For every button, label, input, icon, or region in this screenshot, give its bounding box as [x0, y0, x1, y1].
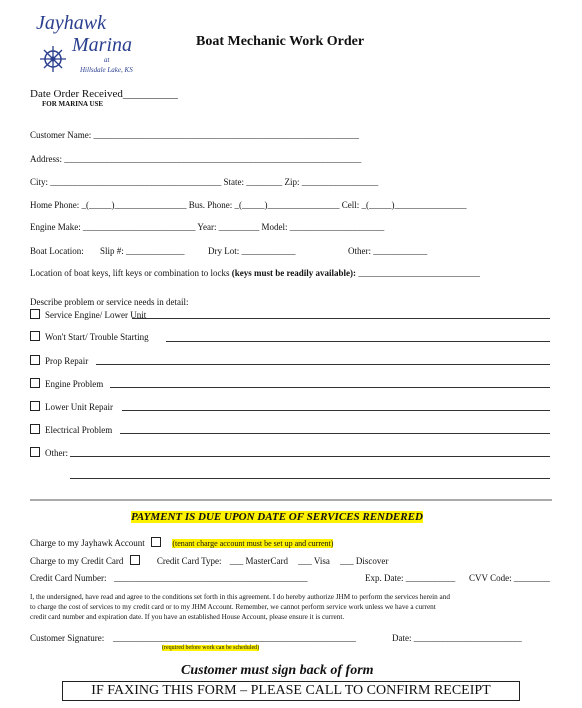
problem-item[interactable]: Lower Unit Repair: [30, 401, 113, 412]
problem-line[interactable]: [110, 387, 550, 388]
signature-note-text: (required before work can be scheduled): [162, 645, 260, 651]
problem-line[interactable]: [132, 318, 550, 319]
city-state-zip-field[interactable]: City: ______________________________________ State: ________ Zip: _________________: [30, 177, 379, 187]
agreement-line: to charge the cost of services to my credit card or to my JHM Account. Remember, we cannot perform service work unless we have a current: [30, 603, 436, 611]
payment-banner: [131, 511, 423, 523]
checkbox[interactable]: [30, 378, 40, 388]
checkbox[interactable]: [30, 424, 40, 434]
other-location-field[interactable]: Other: ____________: [348, 246, 428, 256]
charge-card-row: [30, 555, 388, 566]
checkbox[interactable]: [30, 447, 40, 457]
tenant-account-note: (tenant charge account must be set up and current): [172, 539, 334, 548]
logo-location: Hillsdale Lake, KS: [80, 66, 133, 74]
customer-name-field[interactable]: Customer Name: ___________________________________________________________: [30, 130, 359, 140]
ship-wheel-icon: [38, 44, 68, 74]
exp-date-field[interactable]: Exp. Date: ___________: [365, 573, 456, 583]
agreement-line: I, the undersigned, have read and agree to the conditions set forth in this agreement. I do hereby authorize JHM to perform the services herein and: [30, 593, 450, 601]
visa-option[interactable]: ___ Visa: [298, 556, 330, 566]
problem-line[interactable]: [70, 456, 550, 457]
slip-field[interactable]: Slip #: _____________: [100, 246, 185, 256]
mastercard-option[interactable]: ___ MasterCard: [229, 556, 289, 566]
cc-number-field[interactable]: ___________________________________________: [114, 573, 308, 583]
checkbox[interactable]: [30, 355, 40, 365]
logo-marina: Marina: [72, 34, 132, 56]
form-title: Boat Mechanic Work Order: [196, 34, 365, 49]
discover-option[interactable]: ___ Discover: [340, 556, 389, 566]
problem-item[interactable]: Won't Start/ Trouble Starting: [30, 331, 149, 342]
problem-item[interactable]: Engine Problem: [30, 378, 103, 389]
payment-banner-text: PAYMENT IS DUE UPON DATE OF SERVICES RENDERED: [131, 511, 423, 523]
problem-item[interactable]: Service Engine/ Lower Unit: [30, 309, 146, 320]
boat-location-label: Boat Location:: [30, 246, 84, 256]
checkbox[interactable]: [30, 331, 40, 341]
keys-blank[interactable]: ___________________________: [356, 268, 480, 278]
signature-note: [162, 645, 259, 651]
sign-back-notice: Customer must sign back of form: [181, 663, 374, 678]
problem-item[interactable]: Electrical Problem: [30, 424, 112, 435]
logo-at: at: [104, 56, 110, 64]
problem-line[interactable]: [122, 410, 550, 411]
problem-line[interactable]: [166, 341, 550, 342]
charge-jayhawk-label: Charge to my Jayhawk Account: [30, 538, 145, 548]
checkbox[interactable]: [30, 401, 40, 411]
keys-location-field[interactable]: [30, 268, 480, 278]
charge-card-checkbox[interactable]: [130, 555, 140, 565]
cc-number-label: Credit Card Number:: [30, 573, 107, 583]
card-type-label: Credit Card Type:: [156, 556, 222, 566]
signature-date-field[interactable]: Date: ________________________: [392, 633, 522, 643]
keys-bold-note: (keys must be readily available):: [231, 268, 357, 278]
marina-use-note: FOR MARINA USE: [42, 100, 104, 108]
agreement-line: credit card number and expiration date. If you have an established House Account, please ensure it is current.: [30, 613, 345, 621]
charge-jayhawk-row: [30, 537, 333, 548]
problem-item[interactable]: Other:: [30, 447, 68, 458]
problem-line[interactable]: [96, 364, 550, 365]
signature-field[interactable]: ______________________________________________________: [113, 633, 356, 643]
keys-label: Location of boat keys, lift keys or combination to locks: [30, 268, 232, 278]
charge-jayhawk-checkbox[interactable]: [151, 537, 161, 547]
date-order-received: [30, 88, 178, 100]
signature-label: Customer Signature:: [30, 633, 105, 643]
cvv-field[interactable]: CVV Code: ________: [469, 573, 550, 583]
charge-card-label: Charge to my Credit Card: [30, 556, 124, 566]
problem-line-extra[interactable]: [70, 478, 550, 479]
problem-item[interactable]: Prop Repair: [30, 355, 88, 366]
checkbox[interactable]: [30, 309, 40, 319]
phones-field[interactable]: Home Phone: _(_____)________________ Bus. Phone: _(_____)________________ Cell: _(_____)________________: [30, 200, 467, 210]
dry-lot-field[interactable]: Dry Lot: ____________: [208, 246, 296, 256]
logo-jayhawk: Jayhawk: [36, 12, 106, 34]
engine-field[interactable]: Engine Make: _________________________ Year: _________ Model: _____________________: [30, 222, 385, 232]
marina-logo: [30, 10, 140, 86]
describe-label: Describe problem or service needs in detail:: [30, 297, 189, 307]
problem-line[interactable]: [120, 433, 550, 434]
date-order-blank[interactable]: __________: [122, 88, 178, 100]
fax-notice: IF FAXING THIS FORM – PLEASE CALL TO CONFIRM RECEIPT: [62, 681, 520, 701]
agreement-text: [30, 592, 450, 622]
section-divider: [30, 499, 552, 501]
date-order-label: Date Order Received: [30, 88, 123, 100]
address-field[interactable]: Address: __________________________________________________________________: [30, 154, 362, 164]
